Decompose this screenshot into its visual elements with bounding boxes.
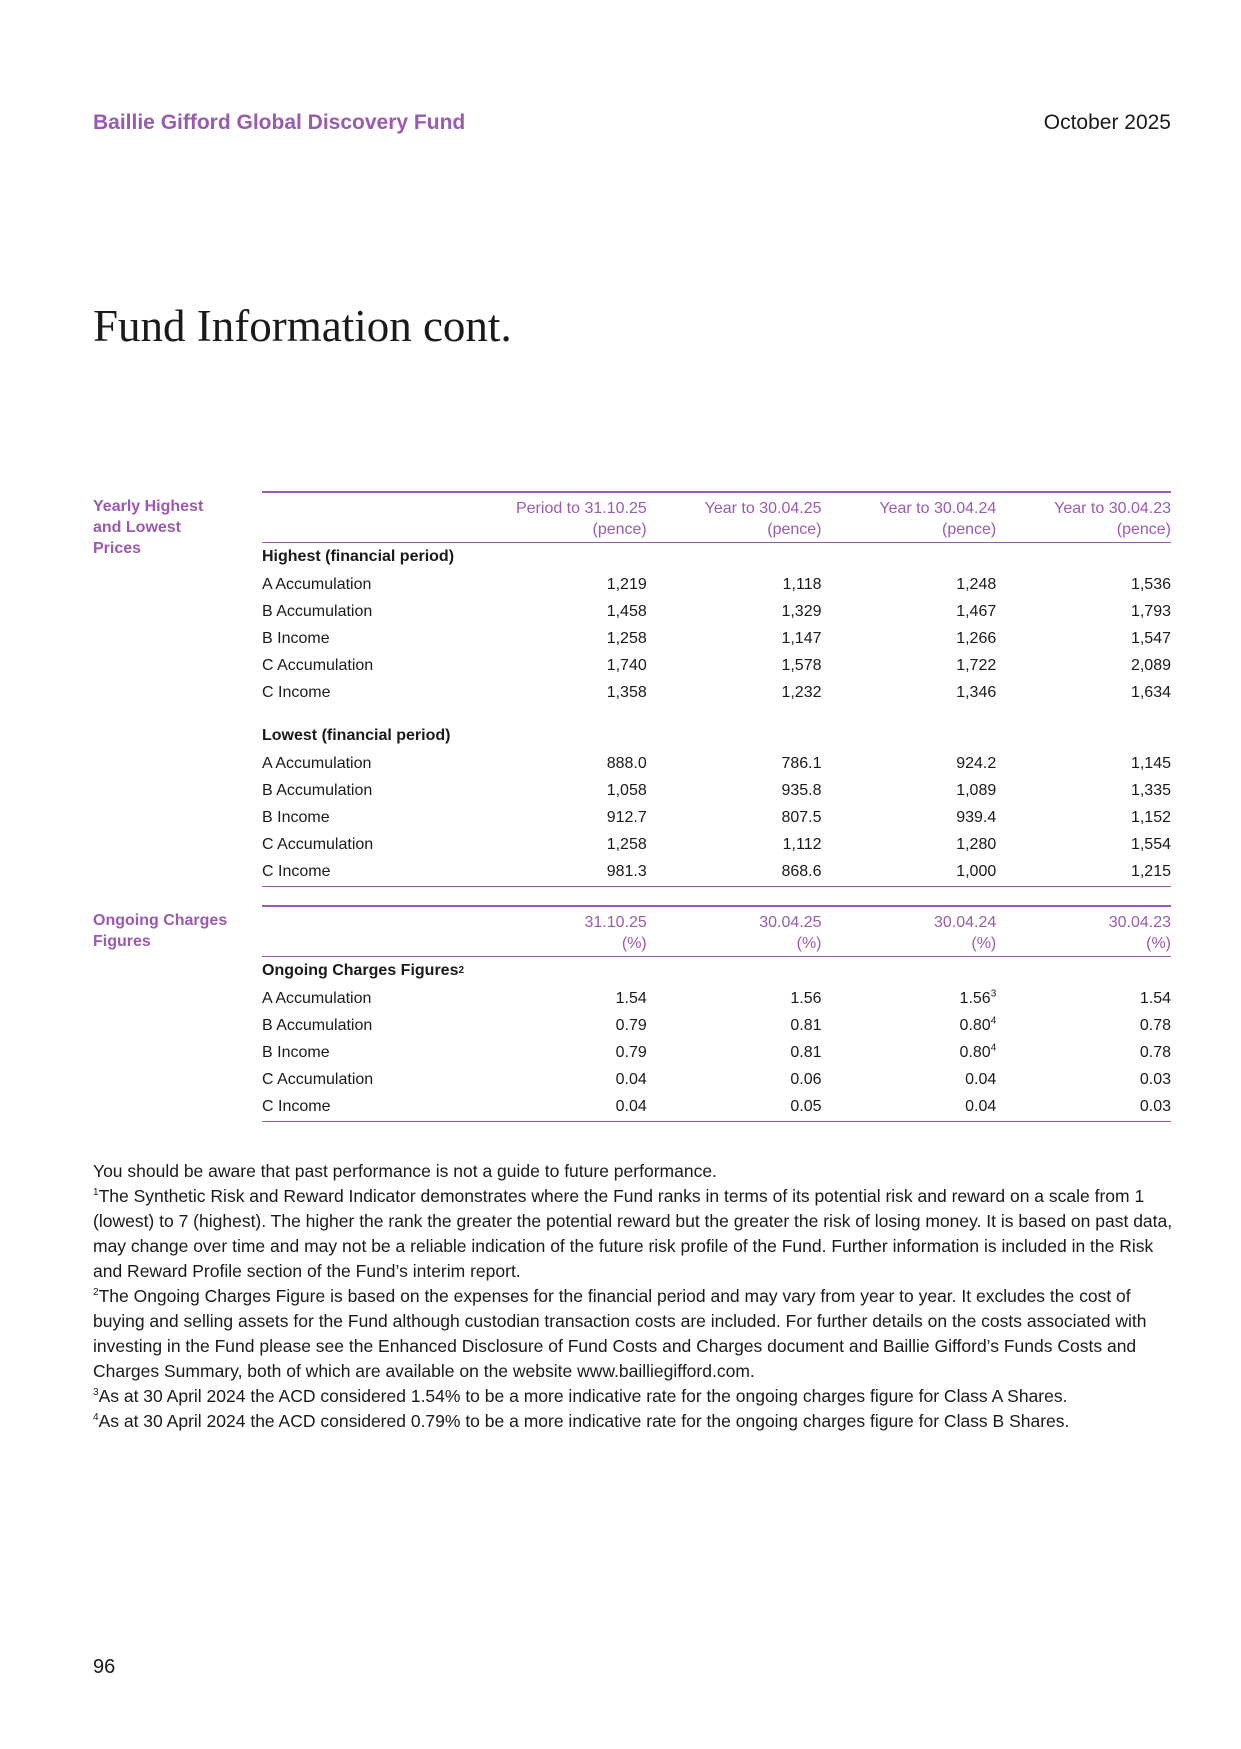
table-cell: 1,258 (606, 835, 647, 853)
report-date: October 2025 (1043, 111, 1171, 134)
table-row (262, 679, 1171, 706)
fund-name: Baillie Gifford Global Discovery Fund (93, 111, 466, 134)
table-cell: 0.03 (1139, 1070, 1171, 1088)
table-cell: 0.04 (615, 1097, 647, 1115)
table-cell: 1,219 (606, 575, 647, 593)
table-row (262, 598, 1171, 625)
table-cell: 1,258 (606, 629, 647, 647)
table-cell: 1.56 (790, 989, 822, 1007)
table-cell: 2,089 (1130, 656, 1171, 674)
table-rule (262, 886, 1171, 887)
footnotes (93, 1159, 1183, 1434)
table-cell: 939.4 (956, 808, 997, 826)
table-cell: 1,152 (1130, 808, 1171, 826)
side-label-line: Yearly Highest (93, 498, 204, 515)
table-header-row (262, 493, 1171, 542)
table-cell: 1,722 (956, 656, 997, 674)
table-cell: 1,147 (781, 629, 822, 647)
column-header: Year to 30.04.24 (pence) (879, 500, 997, 538)
footnote-marker: 4 (990, 1042, 997, 1054)
table-cell: 1,335 (1130, 781, 1171, 799)
table-cell: 1.54 (615, 989, 647, 1007)
table-cell: 0.04 (965, 1097, 997, 1115)
table-rule (262, 1121, 1171, 1122)
table-cell: 1,215 (1130, 862, 1171, 880)
section-heading-highest: Highest (financial period) (262, 548, 455, 565)
table-cell: 1,578 (781, 656, 822, 674)
table-cell: 1,248 (956, 575, 997, 593)
table-cell: 1,346 (956, 683, 997, 701)
table-cell: 1,329 (781, 602, 822, 620)
table-cell: 0.79 (615, 1043, 647, 1061)
side-label-line: Ongoing Charges (93, 912, 228, 929)
table-cell: 0.78 (1139, 1043, 1171, 1061)
table-cell: 1,793 (1130, 602, 1171, 620)
table-row (262, 985, 1171, 1012)
prices-table (262, 491, 1171, 887)
table-cell: 888.0 (606, 754, 647, 772)
row-label: C Accumulation (262, 835, 374, 853)
side-label-line: Prices (93, 540, 142, 557)
table-row (262, 652, 1171, 679)
table-cell: 0.80$^4$ (959, 1042, 997, 1061)
row-label: C Income (262, 862, 331, 880)
table-row (262, 750, 1171, 777)
column-header: Year to 30.04.25 (pence) (704, 500, 822, 538)
column-header: Period to 31.10.25 (pence) (515, 500, 647, 538)
page-number: 96 (93, 1656, 116, 1678)
table-cell: 1,280 (956, 835, 997, 853)
disclaimer: You should be aware that past performance is not a guide to future performance. (93, 1161, 717, 1181)
section-heading-ocf: Ongoing Charges Figures 2 (262, 962, 465, 979)
table-cell: 1,118 (782, 575, 822, 593)
table-cell: 1,554 (1130, 835, 1171, 853)
row-label: B Accumulation (262, 602, 373, 620)
column-header: 30.04.24 (%) (933, 914, 997, 952)
row-label: A Accumulation (262, 989, 372, 1007)
table-cell: 0.04 (615, 1070, 647, 1088)
table-cell: 1,232 (781, 683, 822, 701)
table-row (262, 777, 1171, 804)
table-cell: 1,358 (606, 683, 647, 701)
table-cell: 912.7 (606, 808, 647, 826)
row-label: B Income (262, 629, 330, 647)
table-row (262, 804, 1171, 831)
table-cell: 868.6 (781, 862, 822, 880)
table-row (262, 1066, 1171, 1093)
table-cell: 0.78 (1139, 1016, 1171, 1034)
table-header-row (262, 907, 1171, 956)
column-header: 30.04.23 (%) (1108, 914, 1171, 952)
footnote-3: $^3$As at 30 April 2024 the ACD considered 1.54% to be a more indicative rate for the ongoing charges figure for Class A Shares. (93, 1386, 1068, 1406)
table-cell: 1,266 (956, 629, 997, 647)
table-cell: 924.2 (956, 754, 997, 772)
table-row (262, 831, 1171, 858)
row-label: B Income (262, 1043, 330, 1061)
table-row (262, 571, 1171, 598)
table-cell: 1,089 (956, 781, 997, 799)
table-cell: 0.04 (965, 1070, 997, 1088)
page-title: Fund Information cont. (93, 301, 512, 351)
side-label-line: Figures (93, 933, 151, 950)
row-label: C Accumulation (262, 1070, 374, 1088)
table-cell: 1.54 (1139, 989, 1171, 1007)
row-label: B Accumulation (262, 781, 373, 799)
table-cell: 786.1 (781, 754, 822, 772)
table-cell: 1,112 (782, 835, 822, 853)
table-row (262, 1012, 1171, 1039)
row-label: C Accumulation (262, 656, 374, 674)
table-cell: 1,740 (606, 656, 647, 674)
table-cell: 935.8 (781, 781, 822, 799)
footnote-1: $^1$The Synthetic Risk and Reward Indicator demonstrates where the Fund ranks in terms of its potential risk and reward on a scale from 1 (lowest) to 7 (highest). The higher the rank the greater the potential reward but the greater the risk of losing money. It is based on past data, may change over time and may not be a reliable indication of the future risk profile of the Fund. Further information is included in the Risk and Reward Profile section of the Fund’s interim report. (93, 1186, 1173, 1281)
footnote-4: $^4$As at 30 April 2024 the ACD considered 0.79% to be a more indicative rate for the ongoing charges figure for Class B Shares. (93, 1411, 1070, 1431)
table-cell: 1,145 (1130, 754, 1171, 772)
table-cell: 1,467 (956, 602, 997, 620)
table-cell: 1,458 (606, 602, 647, 620)
ocf-table (262, 905, 1171, 1122)
row-label: B Income (262, 808, 330, 826)
column-header: 31.10.25 (%) (584, 914, 647, 952)
table-cell: 1.56$^3$ (959, 988, 997, 1007)
table-cell: 0.79 (615, 1016, 647, 1034)
side-label-line: and Lowest (93, 519, 182, 536)
footnote-2: $^2$The Ongoing Charges Figure is based on the expenses for the financial period and may vary from year to year. It excludes the cost of buying and selling assets for the Fund although custodian transaction costs are included. For further details on the costs associated with investing in the Fund please see the Enhanced Disclosure of Fund Costs and Charges document and Baillie Gifford’s Funds Costs and Charges Summary, both of which are available on the website www.bailliegifford.com. (93, 1286, 1147, 1381)
table-row (262, 1039, 1171, 1066)
column-header: Year to 30.04.23 (pence) (1054, 500, 1171, 538)
table-cell: 1,634 (1130, 683, 1171, 701)
table-cell: 0.06 (790, 1070, 822, 1088)
table-cell: 0.81 (790, 1016, 822, 1034)
row-label: C Income (262, 683, 331, 701)
section-heading-lowest: Lowest (financial period) (262, 727, 451, 744)
footnote-marker: 3 (990, 988, 997, 1000)
row-label: A Accumulation (262, 754, 372, 772)
table-cell: 0.81 (790, 1043, 822, 1061)
table-row (262, 625, 1171, 652)
table-cell: 807.5 (781, 808, 822, 826)
table-row (262, 1093, 1171, 1120)
prices-side-label (93, 496, 253, 559)
table-cell: 1,000 (956, 862, 997, 880)
table-cell: 1,058 (606, 781, 647, 799)
table-cell: 0.05 (790, 1097, 822, 1115)
row-label: B Accumulation (262, 1016, 373, 1034)
table-cell: 0.80$^4$ (959, 1015, 997, 1034)
footnote-marker: 4 (990, 1015, 997, 1027)
table-cell: 1,547 (1130, 629, 1171, 647)
row-label: A Accumulation (262, 575, 372, 593)
row-label: C Income (262, 1097, 331, 1115)
table-row (262, 858, 1171, 885)
table-cell: 0.03 (1139, 1097, 1171, 1115)
table-cell: 1,536 (1130, 575, 1171, 593)
ocf-side-label (93, 910, 253, 952)
table-cell: 981.3 (606, 862, 647, 880)
column-header: 30.04.25 (%) (759, 914, 822, 952)
